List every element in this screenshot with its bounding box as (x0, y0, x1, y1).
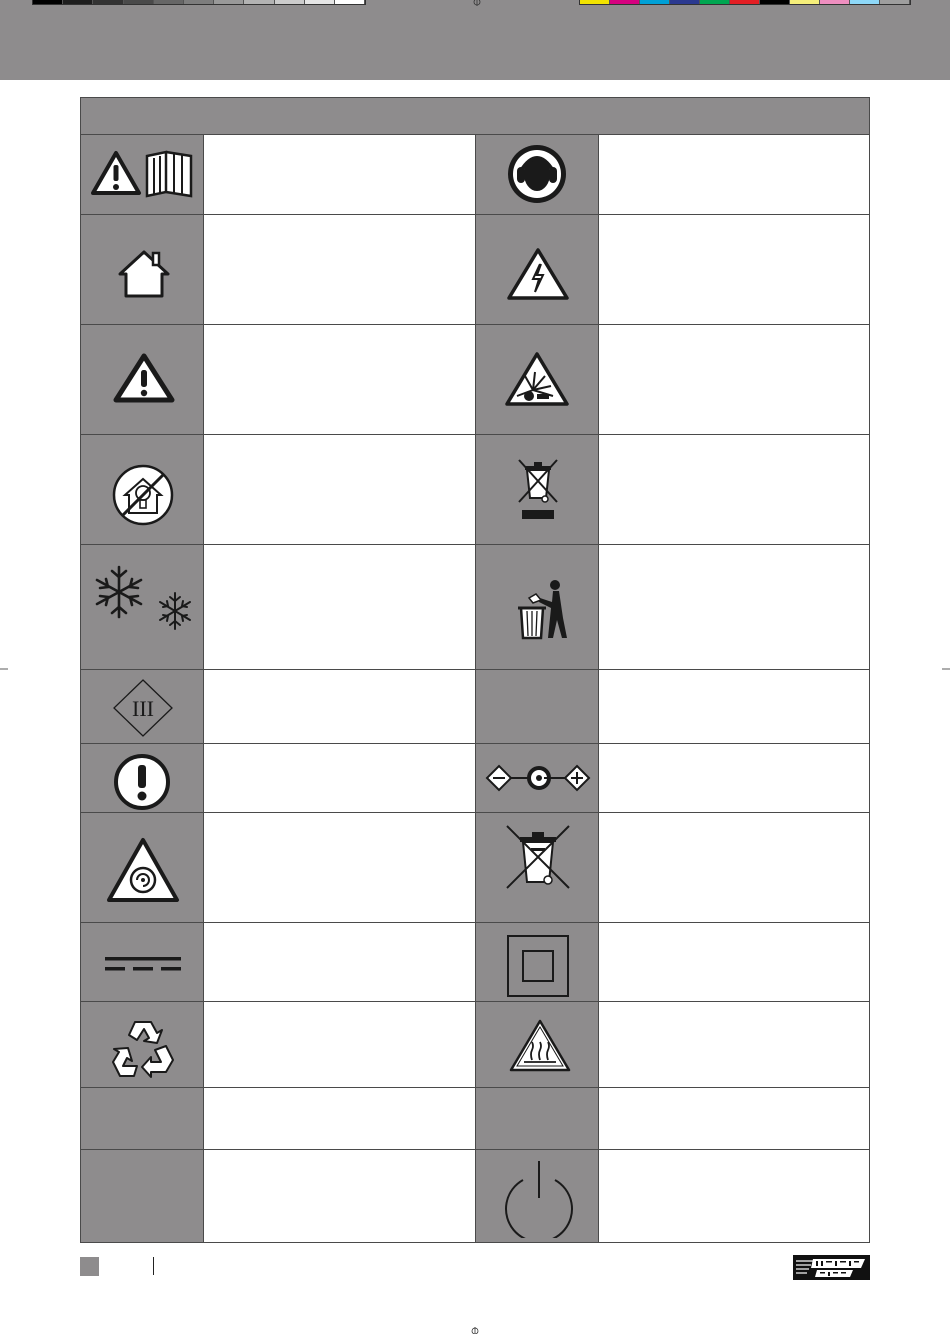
description-cell (599, 135, 869, 214)
snowflakes-icon (89, 563, 199, 633)
row-divider (81, 1149, 869, 1150)
warning-triangle-icon (113, 353, 175, 403)
row-divider (81, 324, 869, 325)
important-notice-icon (111, 753, 173, 811)
brand-logo (793, 1255, 870, 1280)
row-divider (81, 812, 869, 813)
footer-divider (153, 1257, 154, 1275)
symbol-table (80, 97, 870, 1243)
trim-mark-icon (0, 664, 10, 674)
direct-current-icon (103, 955, 183, 975)
indoor-use-house-icon (115, 248, 173, 300)
dc-polarity-icon (483, 758, 593, 798)
row-divider (81, 1001, 869, 1002)
registration-mark-icon (470, 1324, 480, 1334)
registration-mark-icon (472, 0, 482, 10)
warning-read-manual-icon (91, 148, 195, 198)
power-icon (502, 1158, 576, 1238)
recycling-icon (111, 1016, 175, 1080)
trim-mark-icon (940, 664, 950, 674)
grid-line (475, 135, 476, 1242)
svg-text:III: III (132, 696, 154, 721)
color-calibration-strip (580, 0, 910, 4)
grayscale-calibration-strip (33, 0, 365, 4)
row-divider (81, 669, 869, 670)
hot-surface-warning-icon (508, 1018, 572, 1074)
row-divider (81, 434, 869, 435)
page-marker (80, 1257, 99, 1276)
print-color-band (0, 0, 950, 80)
description-cell (204, 135, 475, 214)
row-divider (81, 1087, 869, 1088)
protection-class-iii-icon (112, 678, 174, 738)
weee-bin-icon (503, 822, 573, 892)
electric-shock-warning-icon (505, 246, 571, 302)
ear-protection-icon (506, 143, 568, 205)
row-divider (81, 544, 869, 545)
row-divider (81, 922, 869, 923)
rotating-parts-warning-icon (105, 836, 181, 906)
row-divider (81, 214, 869, 215)
dispose-properly-icon (511, 578, 571, 640)
battery-disposal-icon (511, 452, 565, 524)
protection-class-ii-icon (506, 934, 570, 998)
grid-line (598, 135, 599, 1242)
row-divider (81, 743, 869, 744)
explosion-warning-icon (503, 350, 571, 408)
not-for-household-lighting-icon (111, 463, 175, 527)
table-header (81, 98, 869, 135)
grid-line (203, 135, 204, 1242)
